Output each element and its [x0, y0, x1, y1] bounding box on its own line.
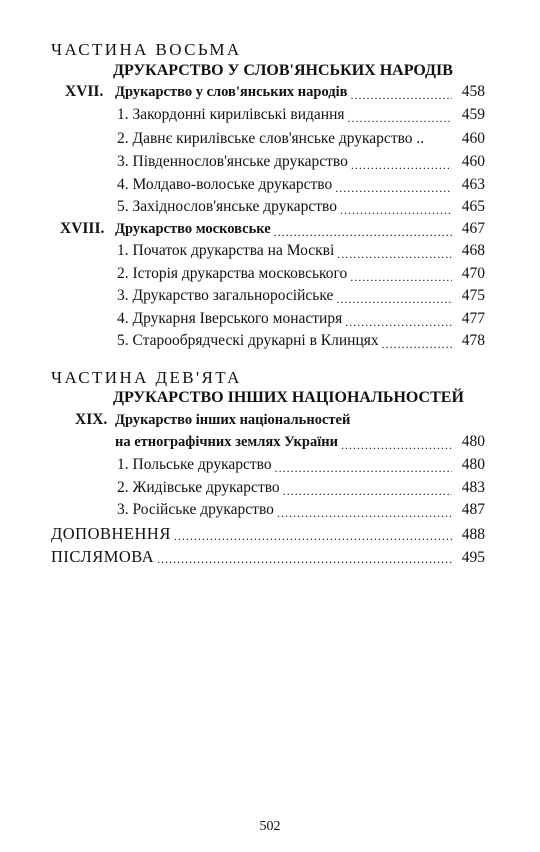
- leader-dots: [350, 271, 452, 287]
- page-number: 460: [461, 130, 485, 147]
- section-label: 4. Молдаво-волоське друкарство: [117, 176, 333, 193]
- toc-section: [117, 287, 485, 309]
- section-label: 3. Російське друкарство: [117, 501, 274, 518]
- section-label: 2. Історія друкарства московського: [117, 265, 348, 282]
- leader-dots: [275, 462, 452, 478]
- leader-dots: [382, 338, 452, 354]
- leader-dots: [345, 316, 452, 332]
- chapter-number: XIX.: [75, 411, 108, 428]
- page-number: 480: [461, 456, 485, 473]
- part-eight-title: ЧАСТИНА ВОСЬМА: [51, 40, 242, 59]
- page-number: 487: [461, 501, 485, 518]
- page-number: 460: [461, 153, 485, 170]
- page-number: 495: [461, 549, 485, 566]
- chapter-label: Друкарство у слов'янських народів: [115, 84, 348, 100]
- toc-section: [117, 265, 485, 287]
- toc-appendix: [51, 524, 485, 546]
- toc-section: [117, 106, 485, 128]
- leader-dots: [157, 553, 452, 569]
- toc-section: [117, 153, 485, 175]
- chapter-label: Друкарство московське: [115, 221, 271, 237]
- part-nine-title: ЧАСТИНА ДЕВ'ЯТА: [51, 368, 242, 387]
- page-number: 468: [461, 242, 485, 259]
- page-number: 459: [461, 106, 485, 123]
- section-label: 2. Жидівське друкарство: [117, 479, 280, 496]
- toc-section: [117, 310, 485, 332]
- afterword-label: ПІСЛЯМОВА: [51, 547, 155, 566]
- leader-dots: [340, 204, 452, 220]
- chapter-number: XVIII.: [60, 220, 105, 237]
- leader-dots: [335, 182, 452, 198]
- page-number: 477: [461, 310, 485, 327]
- toc-chapter-xix-line1: [75, 411, 485, 433]
- toc-section: [117, 501, 485, 523]
- section-label: 1. Польське друкарство: [117, 456, 272, 473]
- folio-page-number: 502: [259, 819, 281, 834]
- toc-section: [117, 332, 485, 354]
- toc-section: [117, 176, 485, 198]
- section-label: 1. Початок друкарства на Москві: [117, 242, 335, 259]
- page-number: 465: [461, 198, 485, 215]
- leader-dots: [283, 485, 452, 501]
- section-label: 1. Закордонні кирилівські видання: [117, 106, 345, 123]
- toc-section: [117, 479, 485, 501]
- section-label: 5. Старообрядческі друкарні в Клинцях: [117, 332, 379, 349]
- toc-afterword: [51, 547, 485, 569]
- page-number: 470: [461, 265, 485, 282]
- chapter-number: XVII.: [65, 83, 104, 100]
- leader-dots: [341, 439, 452, 455]
- toc-section: [117, 130, 485, 152]
- leader-dots: [351, 89, 453, 105]
- section-label: 2. Давнє кирилівське слов'янське друкарство ..: [117, 130, 425, 147]
- leader-dots: [277, 507, 452, 523]
- page-number: 480: [461, 433, 485, 450]
- toc-section: [117, 198, 485, 220]
- toc-chapter-xvii: [65, 83, 485, 105]
- leader-dots: [336, 293, 452, 309]
- section-label: 3. Друкарство загальноросійське: [117, 287, 334, 304]
- page-number: 483: [461, 479, 485, 496]
- toc-chapter-xviii: [60, 220, 485, 242]
- section-label: 3. Південнослов'янське друкарство: [117, 153, 348, 170]
- leader-dots: [337, 248, 452, 264]
- leader-dots: [351, 159, 452, 175]
- page-number: 467: [461, 220, 485, 237]
- page-number: 463: [461, 176, 485, 193]
- appendix-label: ДОПОВНЕННЯ: [51, 524, 171, 543]
- page-number: 478: [461, 332, 485, 349]
- page-number: 488: [461, 526, 485, 543]
- part-eight-subtitle: ДРУКАРСТВО У СЛОВ'ЯНСЬКИХ НАРОДІВ: [113, 62, 453, 79]
- page-number: 475: [461, 287, 485, 304]
- leader-dots: [274, 226, 452, 242]
- chapter-label-line1: Друкарство інших національностей: [115, 412, 351, 428]
- part-nine-subtitle: ДРУКАРСТВО ІНШИХ НАЦІОНАЛЬНОСТЕЙ: [113, 389, 464, 406]
- toc-section: [117, 456, 485, 478]
- chapter-label-line2: на етнографічних землях України: [115, 434, 338, 450]
- section-label: 4. Друкарня Іверського монастиря: [117, 310, 343, 327]
- leader-dots: [174, 530, 452, 546]
- toc-section: [117, 242, 485, 264]
- toc-chapter-xix-line2: [115, 433, 485, 455]
- page-number: 458: [461, 83, 485, 100]
- leader-dots: [348, 112, 453, 128]
- section-label: 5. Західнослов'янське друкарство: [117, 198, 337, 215]
